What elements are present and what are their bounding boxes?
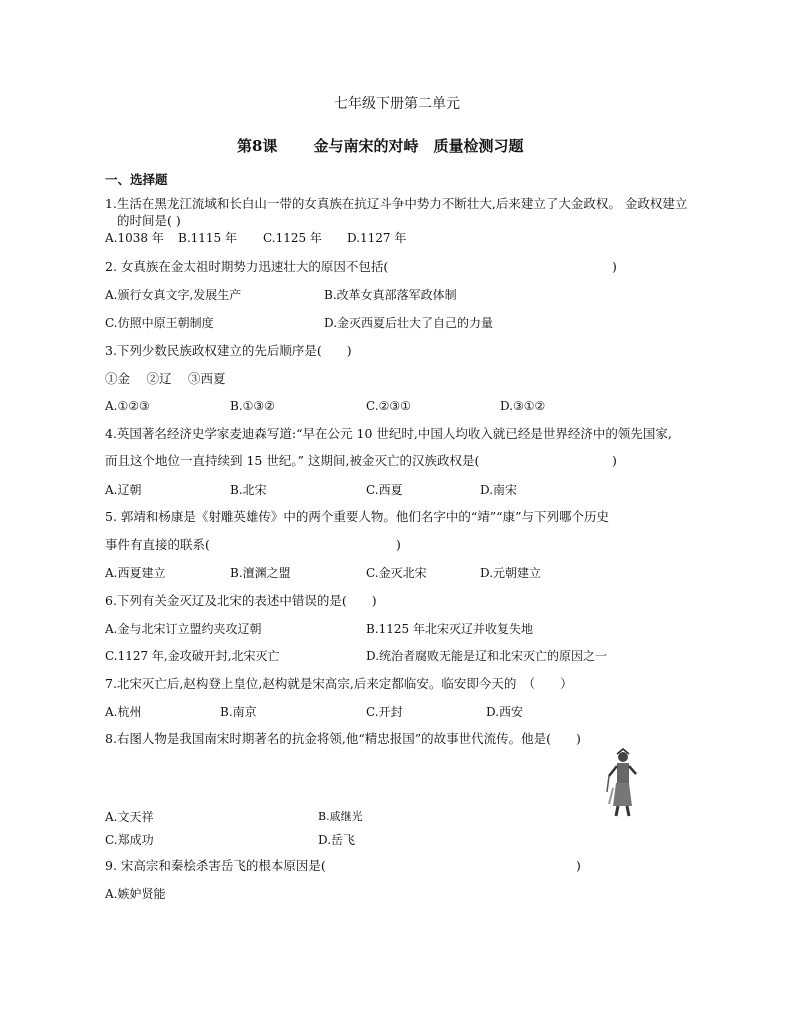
lesson-number: 第8课 (237, 137, 278, 155)
question-4-stem-line2: 而且这个地位一直持续到 15 世纪。” 这期间,被金灭亡的汉族政权是( (105, 453, 480, 468)
question-7-option-d: D.西安 (486, 705, 524, 719)
question-4-option-b: B.北宋 (230, 483, 267, 497)
question-5-stem-line2: 事件有直接的联系( (105, 537, 210, 552)
question-3-option-a: A.①②③ (105, 399, 150, 413)
question-8-option-c: C.郑成功 (105, 833, 154, 847)
question-3-items: ①金 ②辽 ③西夏 (105, 371, 226, 386)
question-4-option-a: A.辽朝 (105, 483, 142, 497)
question-2-option-c: C.仿照中原王朝制度 (105, 316, 214, 330)
question-4-stem-end: ) (612, 453, 617, 468)
question-5-option-d: D.元朝建立 (480, 566, 542, 580)
question-8-stem: 8.右图人物是我国南宋时期著名的抗金将领,他“精忠报国”的故事世代流传。他是( ) (105, 731, 581, 746)
question-2-option-d: D.金灭西夏后壮大了自己的力量 (324, 316, 494, 330)
question-8-option-b: B.戚继光 (318, 810, 363, 823)
question-6-option-c: C.1127 年,金攻破开封,北宋灭亡 (105, 649, 280, 663)
question-4-stem-line1: 4.英国著名经济史学家麦迪森写道:“早在公元 10 世纪时,中国人均收入就已经是世界经济中的领先国家, (105, 426, 672, 441)
question-1-stem-line1: 1.生活在黑龙江流域和长白山一带的女真族在抗辽斗争中势力不断壮大,后来建立了大金政权。 金政权建立 (105, 196, 688, 211)
question-5-option-a: A.西夏建立 (105, 566, 166, 580)
unit-subtitle: 七年级下册第二单元 (334, 96, 460, 112)
question-4-option-c: C.西夏 (366, 483, 403, 497)
question-2-option-b: B.改革女真部落军政体制 (324, 288, 457, 302)
question-5-stem-end: ) (396, 537, 401, 552)
question-6-stem: 6.下列有关金灭辽及北宋的表述中错误的是( ) (105, 593, 377, 608)
question-9-option-a: A.嫉妒贤能 (105, 887, 166, 901)
question-8-option-d: D.岳飞 (318, 833, 356, 847)
yue-fei-figure-image (605, 748, 639, 818)
question-1-option-a: A.1038 年 (105, 231, 164, 245)
question-3-option-d: D.③①② (500, 399, 546, 413)
question-3-stem: 3.下列少数民族政权建立的先后顺序是( ) (105, 343, 352, 358)
lesson-title: 金与南宋的对峙 质量检测习题 (313, 137, 524, 155)
question-1-option-b: B.1115 年 (178, 231, 237, 245)
question-8-option-a: A.文天祥 (105, 810, 154, 824)
question-1-option-d: D.1127 年 (347, 231, 407, 245)
question-7-option-c: C.开封 (366, 705, 403, 719)
page-title (237, 135, 523, 156)
question-5-option-c: C.金灭北宋 (366, 566, 427, 580)
question-2-stem-end: ) (612, 259, 617, 274)
question-1-stem-line2: 的时间是( ) (117, 213, 181, 228)
question-2-stem: 2. 女真族在金太祖时期势力迅速壮大的原因不包括( (105, 259, 389, 274)
question-6-option-b: B.1125 年北宋灭辽并收复失地 (366, 622, 533, 636)
question-7-option-a: A.杭州 (105, 705, 142, 719)
question-1-option-c: C.1125 年 (263, 231, 322, 245)
question-9-stem-end: ) (576, 858, 581, 873)
question-9-stem: 9. 宋高宗和秦桧杀害岳飞的根本原因是( (105, 858, 326, 873)
question-2-option-a: A.颁行女真文字,发展生产 (105, 288, 242, 302)
question-6-option-a: A.金与北宋订立盟约夹攻辽朝 (105, 622, 262, 636)
question-6-option-d: D.统治者腐败无能是辽和北宋灭亡的原因之一 (366, 649, 608, 663)
question-5-option-b: B.澶渊之盟 (230, 566, 291, 580)
question-3-option-c: C.②③① (366, 399, 411, 413)
section-heading: 一、选择题 (105, 172, 168, 187)
question-3-option-b: B.①③② (230, 399, 275, 413)
question-7-option-b: B.南京 (220, 705, 257, 719)
question-5-stem-line1: 5. 郭靖和杨康是《射雕英雄传》中的两个重要人物。他们名字中的“靖”“康”与下列哪个历史 (105, 509, 609, 524)
question-4-option-d: D.南宋 (480, 483, 518, 497)
question-7-stem: 7.北宋灭亡后,赵构登上皇位,赵构就是宋高宗,后来定都临安。临安即今天的 （ ） (105, 676, 573, 691)
